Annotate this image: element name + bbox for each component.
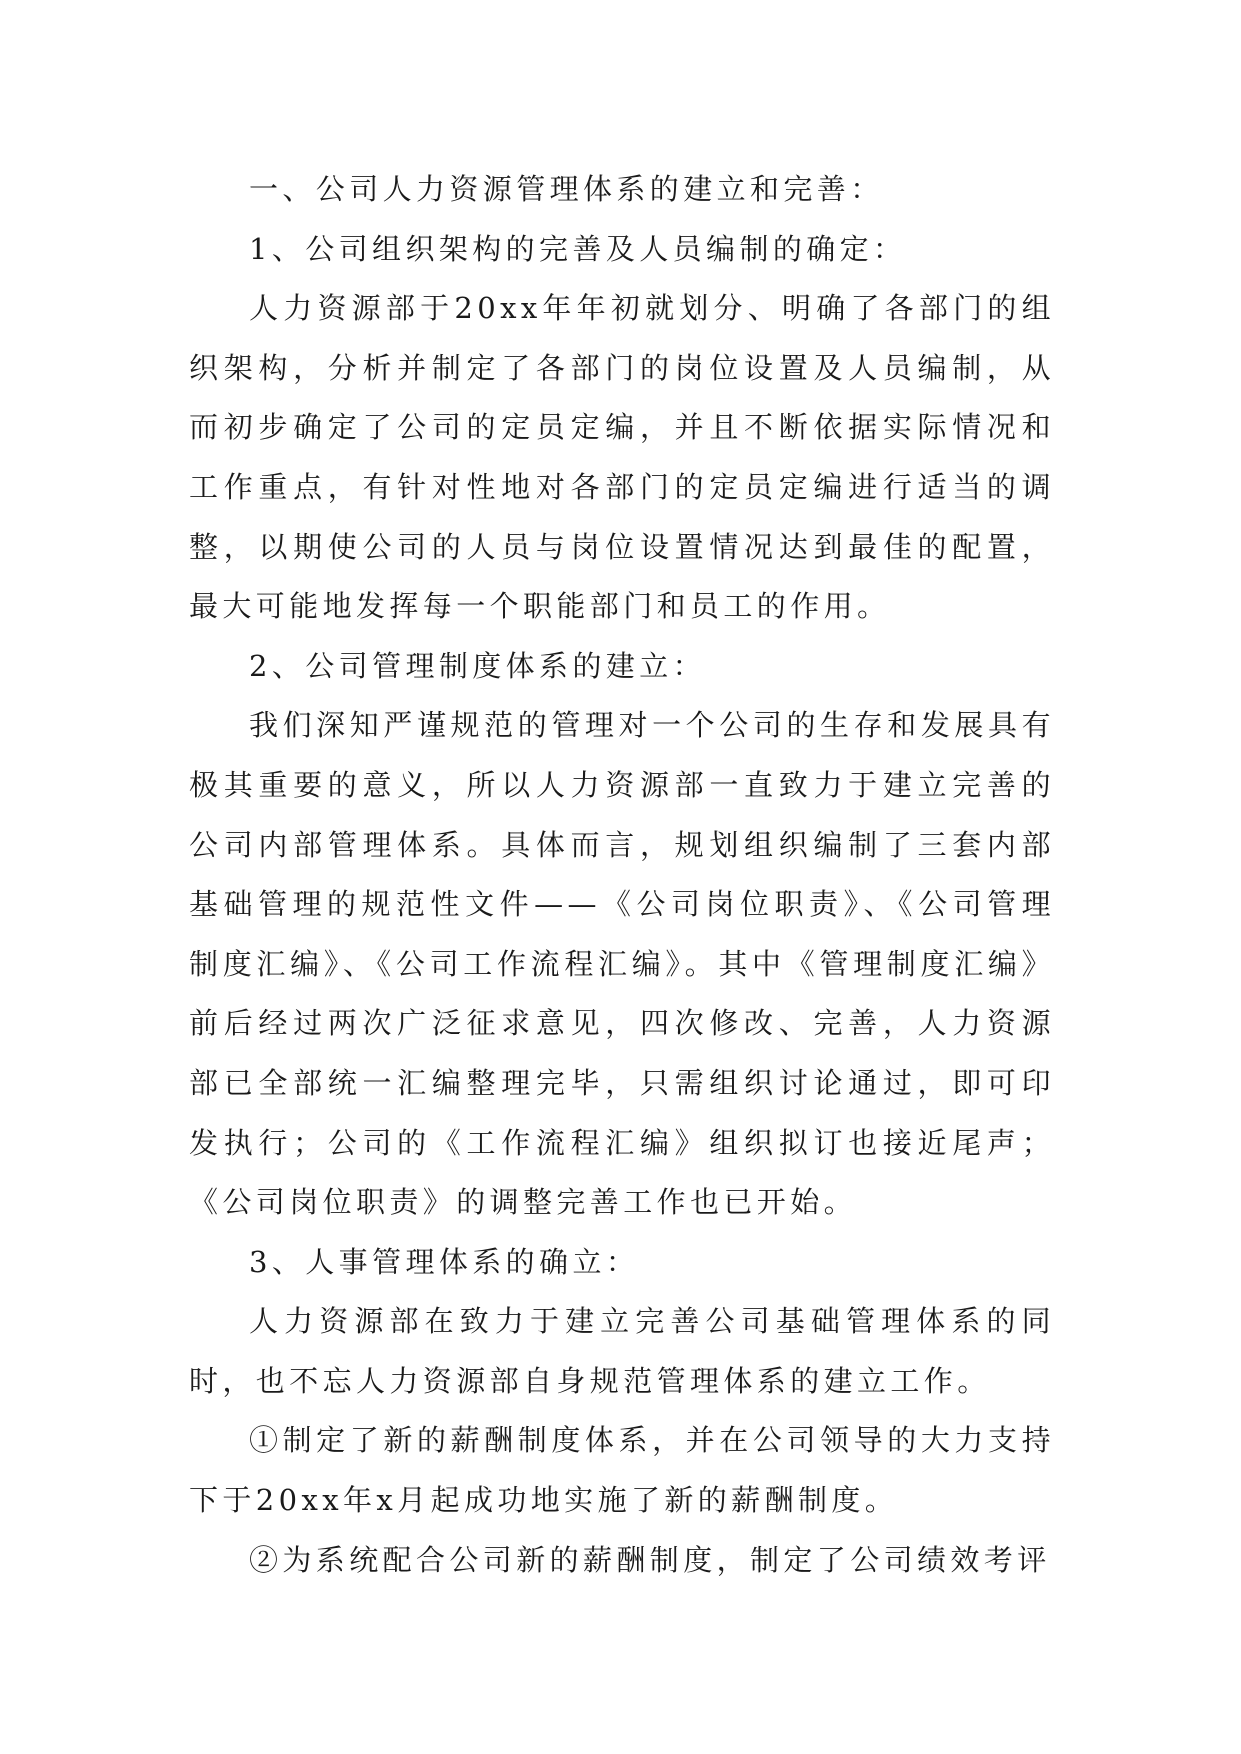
- document-body: [189, 160, 1055, 1590]
- section-heading: 一、公司人力资源管理体系的建立和完善：: [249, 172, 884, 206]
- list-item: ①制定了新的薪酬制度体系，并在公司领导的大力支持下于20xx年x月起成功地实施了新的薪酬制度。: [189, 1423, 1055, 1518]
- body-paragraph: 我们深知严谨规范的管理对一个公司的生存和发展具有极其重要的意义，所以人力资源部一直致力于建立完善的公司内部管理体系。具体而言，规划组织编制了三套内部基础管理的规范性文件——《公司岗位职责》、《公司管理制度汇编》、《公司工作流程汇编》。其中《管理制度汇编》前后经过两次广泛征求意见，四次修改、完善，人力资源部已全部统一汇编整理完毕，只需组织讨论通过，即可印发执行；公司的《工作流程汇编》组织拟订也接近尾声；《公司岗位职责》的调整完善工作也已开始。: [189, 708, 1055, 1220]
- list-item: ②为系统配合公司新的薪酬制度，制定了公司绩效考评: [249, 1542, 1051, 1577]
- subsection-heading: 2、公司管理制度体系的建立：: [249, 648, 707, 683]
- body-paragraph: 人力资源部在致力于建立完善公司基础管理体系的同时，也不忘人力资源部自身规范管理体系的建立工作。: [189, 1304, 1055, 1398]
- subsection-heading: 3、人事管理体系的确立：: [249, 1244, 640, 1279]
- body-paragraph: 人力资源部于20xx年年初就划分、明确了各部门的组织架构，分析并制定了各部门的岗位设置及人员编制，从而初步确定了公司的定员定编，并且不断依据实际情况和工作重点，有针对性地对各部门的定员定编进行适当的调整，以期使公司的人员与岗位设置情况达到最佳的配置，最大可能地发挥每一个职能部门和员工的作用。: [189, 291, 1055, 624]
- subsection-heading: 1、公司组织架构的完善及人员编制的确定：: [249, 231, 907, 266]
